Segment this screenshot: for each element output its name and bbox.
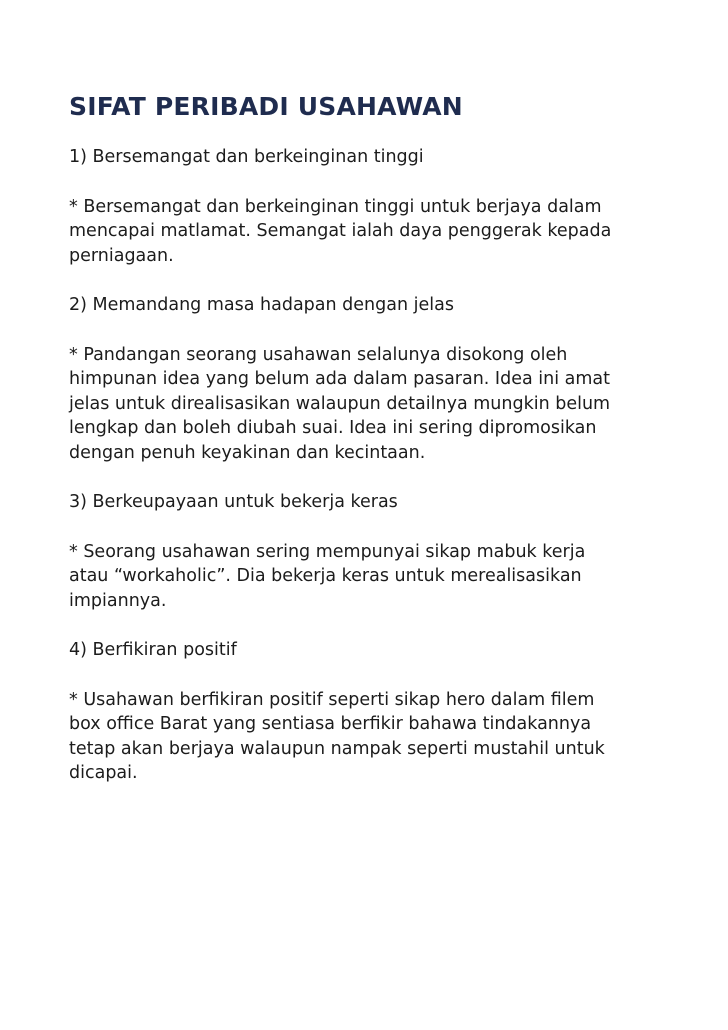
spacer: [69, 515, 679, 540]
body-line: * Seorang usahawan sering mempunyai sikap mabuk kerja: [69, 541, 586, 562]
spacer: [69, 465, 679, 490]
body-line: mencapai matlamat. Semangat ialah daya penggerak kepada: [69, 221, 612, 241]
spacer: [69, 170, 679, 195]
body-line: himpunan idea yang belum ada dalam pasaran. Idea ini amat: [69, 369, 610, 389]
body-line: impiannya.: [69, 590, 167, 611]
document-content: [69, 90, 679, 786]
body-line: perniagaan.: [69, 245, 174, 266]
section-body-3: [69, 540, 679, 614]
body-line: box office Barat yang sentiasa berfikir bahawa tindakannya: [69, 714, 592, 734]
spacer: [69, 613, 679, 638]
body-line: dengan penuh keyakinan dan kecintaan.: [69, 442, 426, 463]
body-line: lengkap dan boleh diubah suai. Idea ini sering dipromosikan: [69, 418, 597, 438]
body-line: * Bersemangat dan berkeinginan tinggi untuk berjaya dalam: [69, 196, 602, 217]
spacer: [69, 318, 679, 343]
section-heading-1: 1) Bersemangat dan berkeinginan tinggi: [69, 147, 424, 167]
body-line: tetap akan berjaya walaupun nampak seperti mustahil untuk: [69, 738, 605, 759]
section-body-4: [69, 688, 679, 786]
spacer: [69, 268, 679, 293]
section-body-2: [69, 343, 679, 466]
section-heading-3: 3) Berkeupayaan untuk bekerja keras: [69, 492, 398, 512]
spacer: [69, 663, 679, 688]
section-heading-2: 2) Memandang masa hadapan dengan jelas: [69, 295, 454, 315]
body-line: * Usahawan berfikiran positif seperti sikap hero dalam filem: [69, 689, 595, 710]
body-line: * Pandangan seorang usahawan selalunya disokong oleh: [69, 344, 568, 365]
section-body-1: [69, 195, 679, 269]
page-title: SIFAT PERIBADI USAHAWAN: [69, 92, 463, 121]
body-line: atau “workaholic”. Dia bekerja keras untuk merealisasikan: [69, 566, 582, 586]
section-heading-4: 4) Berfikiran positif: [69, 640, 237, 660]
body-line: jelas untuk direalisasikan walaupun detailnya mungkin belum: [69, 393, 611, 414]
body-line: dicapai.: [69, 763, 138, 783]
